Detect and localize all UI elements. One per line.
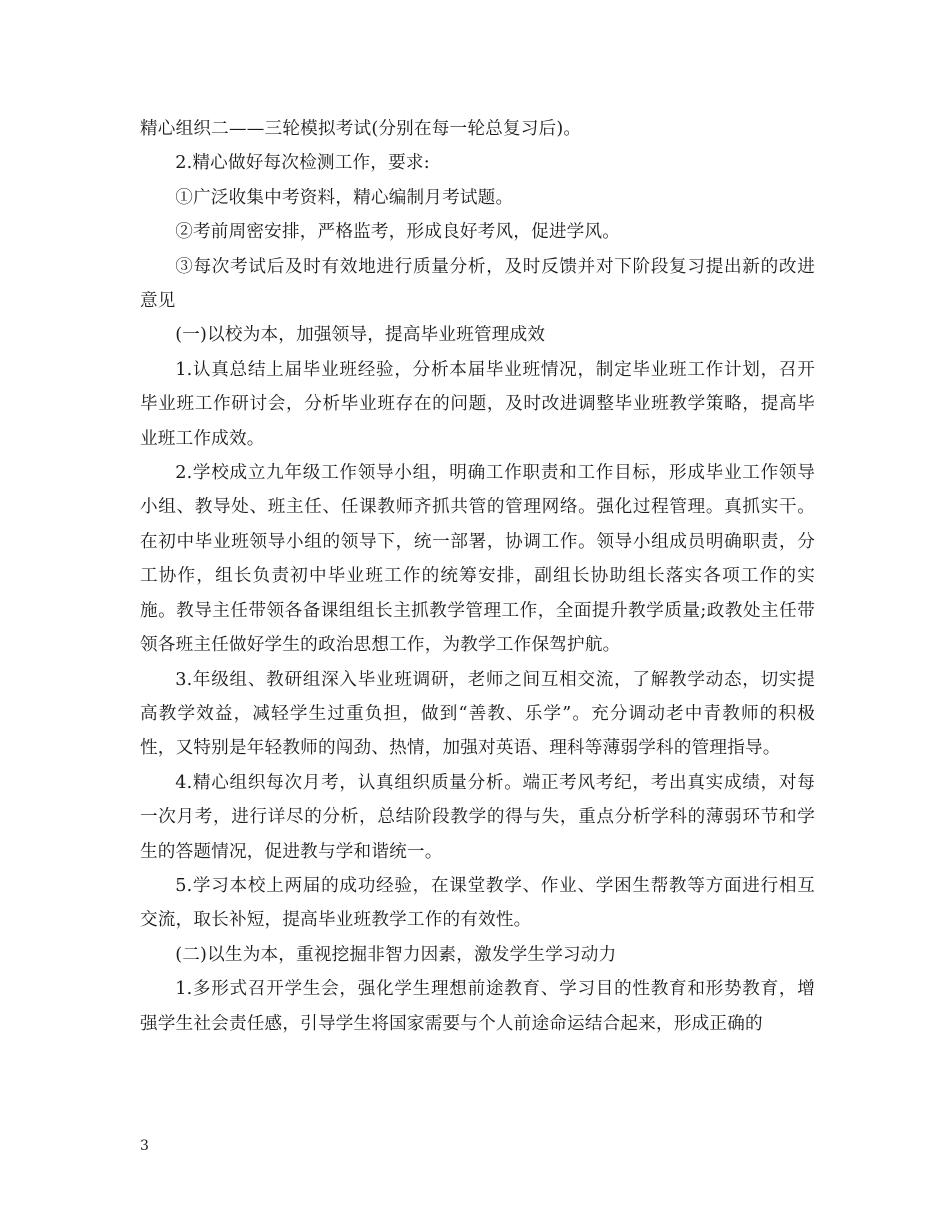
paragraph: 3.年级组、教研组深入毕业班调研，老师之间互相交流，了解教学动态，切实提高教学效益，减轻学生过重负担，做到“善教、乐学”。充分调动老中青教师的积极性，又特别是年轻教师的闯劲、热情，加强对英语、理科等薄弱学科的管理指导。	[140, 669, 815, 759]
section-heading: (二)以生为本，重视挖掘非智力因素，激发学生学习动力	[175, 944, 617, 965]
paragraph: 4.精心组织每次月考，认真组织质量分析。端正考风考纪，考出真实成绩，对每一次月考，进行详尽的分析，总结阶段教学的得与失，重点分析学科的薄弱环节和学生的答题情况，促进教与学和谐统一。	[140, 772, 815, 862]
paragraph: 2.学校成立九年级工作领导小组，明确工作职责和工作目标，形成毕业工作领导小组、教导处、班主任、任课教师齐抓共管的管理网络。强化过程管理。真抓实干。在初中毕业班领导小组的领导下，统一部署，协调工作。领导小组成员明确职责，分工协作，组长负责初中毕业班工作的统筹安排，副组长协助组长落实各项工作的实施。教导主任带领各备课组组长主抓教学管理工作，全面提升教学质量;政教处主任带领各班主任做好学生的政治思想工作，为教学工作保驾护航。	[140, 463, 815, 656]
paragraph: 5.学习本校上两届的成功经验，在课堂教学、作业、学困生帮教等方面进行相互交流，取长补短，提高毕业班教学工作的有效性。	[140, 875, 815, 931]
paragraph: ①广泛收集中考资料，精心编制月考试题。	[175, 187, 514, 208]
page-number: 3	[140, 1138, 149, 1154]
paragraph: ③每次考试后及时有效地进行质量分析，及时反馈并对下阶段复习提出新的改进意见	[140, 256, 815, 312]
paragraph: 精心组织二——三轮模拟考试(分别在每一轮总复习后)。	[140, 119, 582, 139]
paragraph: 1.认真总结上届毕业班经验，分析本届毕业班情况，制定毕业班工作计划，召开毕业班工作研讨会，分析毕业班存在的问题，及时改进调整毕业班教学策略，提高毕业班工作成效。	[140, 359, 815, 449]
document-body	[140, 112, 815, 1041]
section-heading: (一)以校为本，加强领导，提高毕业班管理成效	[175, 325, 546, 346]
paragraph: 2.精心做好每次检测工作，要求:	[175, 153, 430, 174]
paragraph: 1.多形式召开学生会，强化学生理想前途教育、学习目的性教育和形势教育，增强学生社会责任感，引导学生将国家需要与个人前途命运结合起来，形成正确的	[140, 979, 815, 1034]
paragraph: ②考前周密安排，严格监考，形成良好考风，促进学风。	[175, 222, 621, 243]
